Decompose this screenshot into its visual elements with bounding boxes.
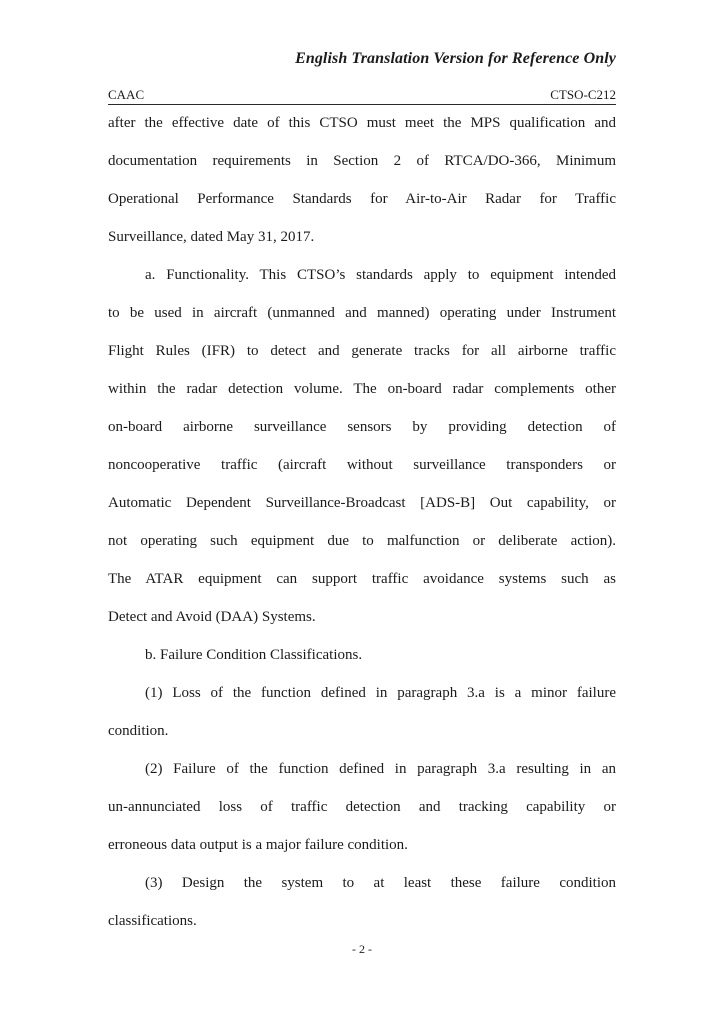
body-line: Automatic Dependent Surveillance-Broadcast [ADS-B] Out capability, or bbox=[108, 495, 616, 511]
body-line: documentation requirements in Section 2 of RTCA/DO-366, Minimum bbox=[108, 153, 616, 169]
body-line: condition. bbox=[108, 723, 169, 739]
body-line: on-board airborne surveillance sensors by providing detection of bbox=[108, 419, 616, 435]
body-line: Surveillance, dated May 31, 2017. bbox=[108, 229, 315, 245]
body-line: after the effective date of this CTSO must meet the MPS qualification and bbox=[108, 115, 616, 131]
body-line: noncooperative traffic (aircraft without surveillance transponders or bbox=[108, 457, 616, 473]
body-line: (2) Failure of the function defined in paragraph 3.a resulting in an bbox=[145, 761, 616, 777]
body-line: (1) Loss of the function defined in paragraph 3.a is a minor failure bbox=[145, 685, 616, 701]
doc-number: CTSO-C212 bbox=[550, 87, 616, 102]
body-line: Detect and Avoid (DAA) Systems. bbox=[108, 609, 316, 625]
body-line: b. Failure Condition Classifications. bbox=[145, 647, 363, 663]
body-line: Operational Performance Standards for Air-to-Air Radar for Traffic bbox=[108, 191, 616, 207]
body-line: Flight Rules (IFR) to detect and generate tracks for all airborne traffic bbox=[108, 343, 616, 359]
body-line: erroneous data output is a major failure condition. bbox=[108, 837, 408, 853]
agency-label: CAAC bbox=[108, 87, 145, 102]
body-line: not operating such equipment due to malfunction or deliberate action). bbox=[108, 533, 616, 549]
document-body bbox=[108, 104, 616, 940]
page-number: - 2 - bbox=[352, 942, 372, 956]
translation-notice: English Translation Version for Reference Only bbox=[295, 50, 616, 67]
body-line: within the radar detection volume. The on-board radar complements other bbox=[108, 381, 616, 397]
body-line: (3) Design the system to at least these failure condition bbox=[145, 875, 616, 891]
body-line: The ATAR equipment can support traffic avoidance systems such as bbox=[108, 571, 616, 587]
header-rule-row bbox=[108, 86, 616, 105]
page-header bbox=[108, 0, 616, 105]
body-line: classifications. bbox=[108, 913, 197, 929]
body-line: a. Functionality. This CTSO’s standards apply to equipment intended bbox=[145, 267, 616, 283]
body-line: to be used in aircraft (unmanned and manned) operating under Instrument bbox=[108, 305, 616, 321]
body-line: un-annunciated loss of traffic detection and tracking capability or bbox=[108, 799, 616, 815]
